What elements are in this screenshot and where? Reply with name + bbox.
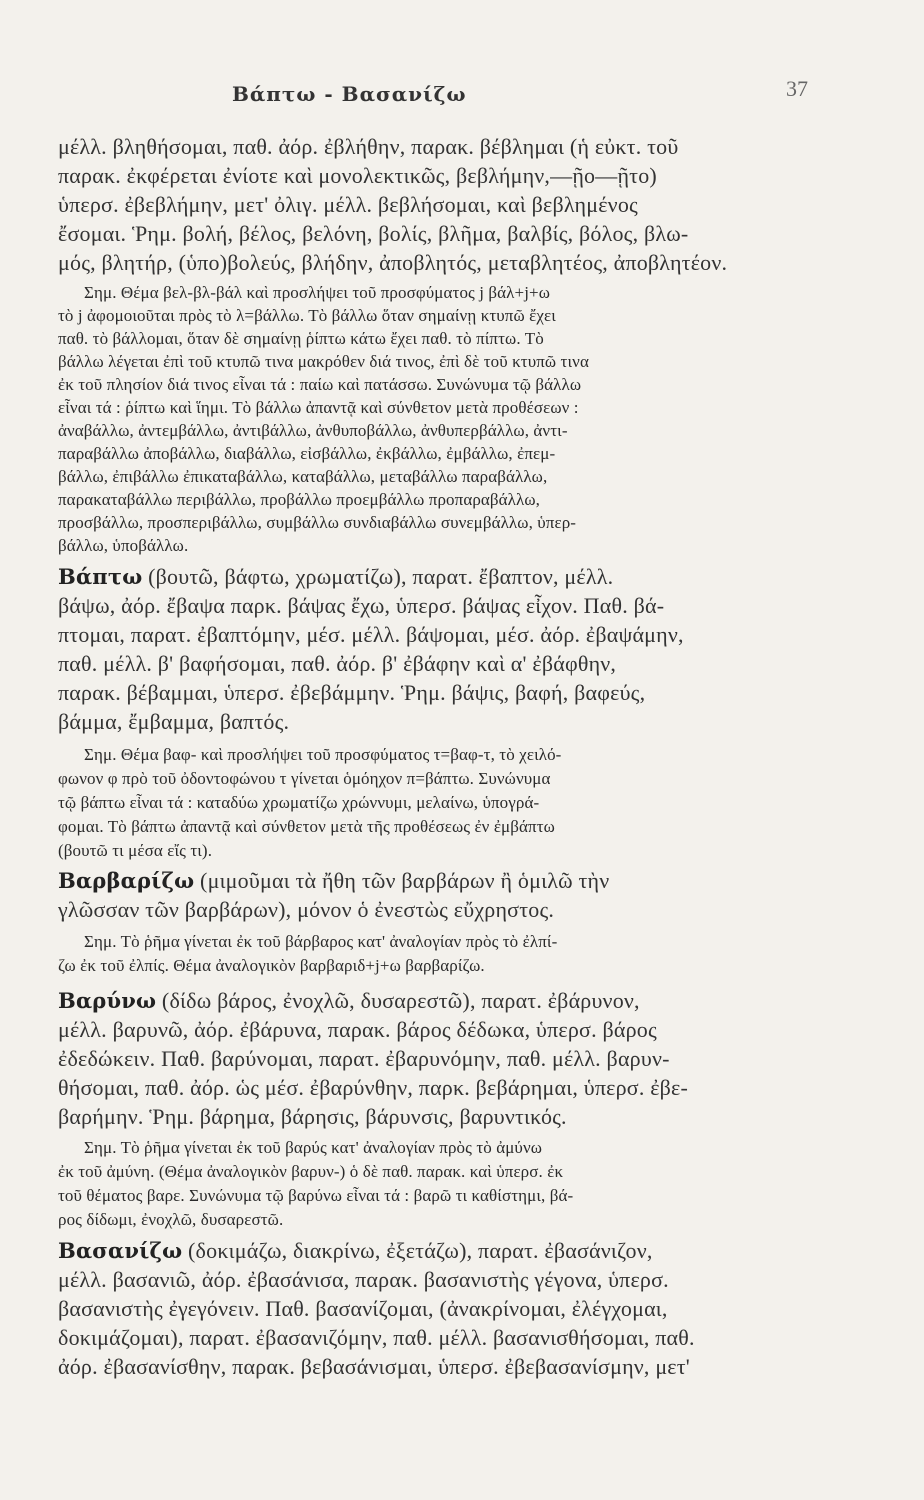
- headword: Βαρύνω: [58, 988, 157, 1013]
- body-line: παρακ. ἐκφέρεται ἐνίοτε καὶ μονολεκτικῶς, βεβλήμην,—ῇο—ῇτο): [58, 163, 657, 188]
- note-line: Σημ. Θέμα βαφ- καὶ προσλήψει τοῦ προσφύματος τ=βαφ-τ, τὸ χειλό-: [84, 745, 562, 764]
- body-line: βάμμα, ἔμβαμμα, βαπτός.: [58, 709, 290, 734]
- headword: Βάπτω: [58, 564, 143, 589]
- body-line: θήσομαι, παθ. ἀόρ. ὡς μέσ. ἐβαρύνθην, παρκ. βεβάρημαι, ὑπερσ. ἐβε-: [58, 1075, 689, 1100]
- entry-definition: (βουτῶ, βάφτω, χρωματίζω), παρατ. ἔβαπτον, μέλλ.: [142, 564, 614, 589]
- note-line: βάλλω, ὑποβάλλω.: [58, 536, 189, 555]
- note-line: Σημ. Θέμα βελ-βλ-βάλ καὶ προσλήψει τοῦ προσφύματος j βάλ+j+ω: [84, 283, 550, 302]
- note-line: παθ. τὸ βάλλομαι, ὅταν δὲ σημαίνῃ ῥίπτω κάτω ἔχει παθ. τὸ πίπτω. Τὸ: [58, 329, 544, 348]
- entry-first-line: [58, 1238, 818, 1264]
- entry-first-line: [58, 988, 818, 1014]
- note-line: παραβάλλω ἀποβάλλω, διαβάλλω, εἰσβάλλω, ἐκβάλλω, ἐμβάλλω, ἐπεμ-: [58, 444, 556, 463]
- note-line: ἐκ τοῦ ἀμύνη. (Θέμα ἀναλογικὸν βαρυν-) ὁ δὲ παθ. παρακ. καὶ ὑπερσ. ἐκ: [58, 1162, 564, 1181]
- note-line: τὸ j ἀφομοιοῦται πρὸς τὸ λ=βάλλω. Τὸ βάλλω ὅταν σημαίνῃ κτυπῶ ἔχει: [58, 306, 556, 325]
- body-line: ἀόρ. ἐβασανίσθην, παρακ. βεβασάνισμαι, ὑπερσ. ἐβεβασανίσμην, μετ': [58, 1354, 690, 1379]
- note-line: παρακαταβάλλω περιβάλλω, προβάλλω προεμβάλλω προπαραβάλλω,: [58, 490, 541, 509]
- note-line: τῷ βάπτω εἶναι τά : καταδύω χρωματίζω χρώννυμι, μελαίνω, ὑπογρά-: [58, 793, 540, 812]
- note-line: βάλλω, ἐπιβάλλω ἐπικαταβάλλω, καταβάλλω, μεταβάλλω παραβάλλω,: [58, 467, 548, 486]
- headword: Βαρβαρίζω: [58, 868, 195, 893]
- note-line: προσβάλλω, προσπεριβάλλω, συμβάλλω συνδιαβάλλω συνεμβάλλω, ὑπερ-: [58, 513, 577, 532]
- body-line: μέλλ. βαρυνῶ, ἀόρ. ἐβάρυνα, παρακ. βάρος δέδωκα, ὑπερσ. βάρος: [58, 1017, 657, 1042]
- body-line: βασανιστὴς ἐγεγόνειν. Παθ. βασανίζομαι, (ἀνακρίνομαι, ἐλέγχομαι,: [58, 1296, 668, 1321]
- body-line: δοκιμάζομαι), παρατ. ἐβασανιζόμην, παθ. μέλλ. βασανισθήσομαι, παθ.: [58, 1325, 695, 1350]
- page-title: Βάπτω - Βασανίζω: [232, 82, 467, 106]
- entry-first-line: [58, 564, 818, 590]
- running-head: [0, 76, 924, 116]
- page-number: 37: [786, 76, 808, 101]
- body-line: ἔσομαι. Ῥημ. βολή, βέλος, βελόνη, βολίς, βλῆμα, βαλβίς, βόλος, βλω-: [58, 221, 689, 246]
- note-line: Σημ. Τὸ ῥῆμα γίνεται ἐκ τοῦ βαρύς κατ' ἀναλογίαν πρὸς τὸ ἀμύνω: [84, 1138, 543, 1157]
- body-line: μέλλ. βασανιῶ, ἀόρ. ἐβασάνισα, παρακ. βασανιστὴς γέγονα, ὑπερσ.: [58, 1267, 669, 1292]
- note-line: ζω ἐκ τοῦ ἐλπίς. Θέμα ἀναλογικὸν βαρβαριδ+j+ω βαρβαρίζω.: [58, 956, 485, 975]
- entry-first-line: [58, 868, 818, 894]
- entry-definition: (δοκιμάζω, διακρίνω, ἐξετάζω), παρατ. ἐβασάνιζον,: [182, 1238, 653, 1263]
- body-line: μός, βλητήρ, (ὑπο)βολεύς, βλήδην, ἀποβλητός, μεταβλητέος, ἀποβλητέον.: [58, 250, 728, 275]
- body-line: παθ. μέλλ. β' βαφήσομαι, παθ. ἀόρ. β' ἐβάφην καὶ α' ἐβάφθην,: [58, 651, 617, 676]
- note-line: φομαι. Τὸ βάπτω ἀπαντᾷ καὶ σύνθετον μετὰ τῆς προθέσεως ἐν ἐμβάπτω: [58, 817, 555, 836]
- note-line: ἐκ τοῦ πλησίον διά τινος εἶναι τά : παίω καὶ πατάσσω. Συνώνυμα τῷ βάλλω: [58, 375, 582, 394]
- entry-definition: (δίδω βάρος, ἐνοχλῶ, δυσαρεστῶ), παρατ. ἐβάρυνον,: [156, 988, 640, 1013]
- note-line: ἀναβάλλω, ἀντεμβάλλω, ἀντιβάλλω, ἀνθυποβάλλω, ἀνθυπερβάλλω, ἀντι-: [58, 421, 568, 440]
- body-line: βαρήμην. Ῥημ. βάρημα, βάρησις, βάρυνσις, βαρυντικός.: [58, 1104, 567, 1129]
- note-line: τοῦ θέματος βαρε. Συνώνυμα τῷ βαρύνω εἶναι τά : βαρῶ τι καθίστημι, βά-: [58, 1186, 574, 1205]
- note-line: βάλλω λέγεται ἐπὶ τοῦ κτυπῶ τινα μακρόθεν διά τινος, ἐπὶ δὲ τοῦ κτυπῶ τινα: [58, 352, 589, 371]
- body-line: πτομαι, παρατ. ἐβαπτόμην, μέσ. μέλλ. βάψομαι, μέσ. ἀόρ. ἐβαψάμην,: [58, 622, 684, 647]
- note-line: (βουτῶ τι μέσα εἴς τι).: [58, 841, 213, 860]
- note-line: εἶναι τά : ῥίπτω καὶ ἵημι. Τὸ βάλλω ἀπαντᾷ καὶ σύνθετον μετὰ προθέσεων :: [58, 398, 579, 417]
- note-line: φωνον φ πρὸ τοῦ ὀδοντοφώνου τ γίνεται ὁμόηχον π=βάπτω. Συνώνυμα: [58, 769, 551, 788]
- body-line: γλῶσσαν τῶν βαρβάρων), μόνον ὁ ἐνεστὼς εὔχρηστος.: [58, 897, 555, 922]
- entry-definition: (μιμοῦμαι τὰ ἤθη τῶν βαρβάρων ἢ ὁμιλῶ τὴν: [194, 868, 610, 893]
- body-line: ὑπερσ. ἐβεβλήμην, μετ' ὀλιγ. μέλλ. βεβλήσομαι, καὶ βεβλημένος: [58, 192, 638, 217]
- note-line: Σημ. Τὸ ῥῆμα γίνεται ἐκ τοῦ βάρβαρος κατ' ἀναλογίαν πρὸς τὸ ἐλπί-: [84, 932, 558, 951]
- headword: Βασανίζω: [58, 1238, 183, 1263]
- body-line: παρακ. βέβαμμαι, ὑπερσ. ἐβεβάμμην. Ῥημ. βάψις, βαφή, βαφεύς,: [58, 680, 646, 705]
- note-line: ρος δίδωμι, ἐνοχλῶ, δυσαρεστῶ.: [58, 1210, 284, 1229]
- body-line: βάψω, ἀόρ. ἔβαψα παρκ. βάψας ἔχω, ὑπερσ. βάψας εἶχον. Παθ. βά-: [58, 593, 665, 618]
- body-line: ἐδεδώκειν. Παθ. βαρύνομαι, παρατ. ἐβαρυνόμην, παθ. μέλλ. βαρυν-: [58, 1046, 670, 1071]
- body-line: μέλλ. βληθήσομαι, παθ. ἀόρ. ἐβλήθην, παρακ. βέβλημαι (ἡ εὐκτ. τοῦ: [58, 134, 679, 159]
